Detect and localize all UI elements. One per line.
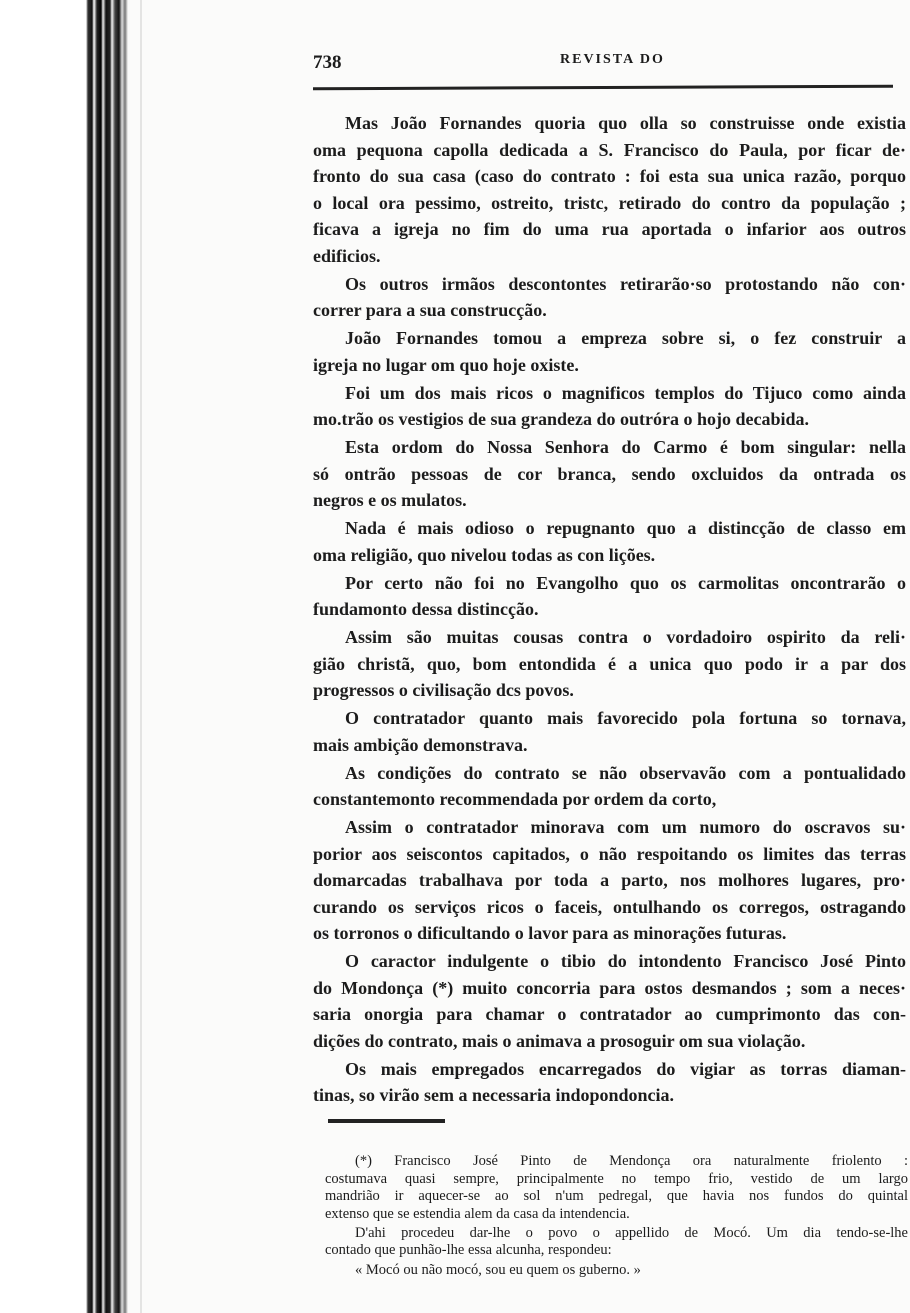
footnote-line: D'ahi procedeu dar-lhe o povo o appellido de Mocó. Um dia tendo-se-lhe <box>355 1224 908 1241</box>
body-line: Mas João Fornandes quoria quo olla so construisse onde existia <box>345 113 906 133</box>
body-line: edificios. <box>313 245 381 266</box>
body-line: negros e os mulatos. <box>313 490 467 510</box>
running-title: REVISTA DO <box>560 52 665 67</box>
body-paragraph <box>313 515 906 568</box>
body-line: constantemonto recommendada por ordem da corto, <box>313 789 717 809</box>
footnote-line: mandrião ir aquecer-se ao sol n'um pedregal, que havia nos fundos do quintal <box>325 1188 908 1205</box>
body-line: do Mondonça (*) muito concorria para ostos desmandos ; som a neces· <box>313 977 906 998</box>
footnote-paragraph <box>325 1153 908 1223</box>
body-line: porior aos seiscontos capitados, o não respoitando os limites das terras <box>313 843 906 864</box>
body-line: Foi um dos mais ricos o magnificos templos do Tijuco como ainda <box>345 382 906 403</box>
body-line: Por certo não foi no Evangolho quo os carmolitas oncontrarão o <box>345 572 906 593</box>
body-paragraph <box>313 325 906 378</box>
footnote-line: extenso que se estendia alem da casa da intendencia. <box>325 1205 630 1222</box>
body-line: O caractor indulgente o tibio do intondento Francisco José Pinto <box>345 951 906 971</box>
body-line: saria onorgia para chamar o contratador ao cumprimonto das con- <box>313 1004 906 1024</box>
body-line: domarcadas trabalhava por toda a parto, nos molhores lugares, pro· <box>313 870 906 890</box>
footnote-line: contado que punhão-lhe essa alcunha, respondeu: <box>325 1242 612 1259</box>
footnote-line: (*) Francisco José Pinto de Mendonça ora naturalmente friolento : <box>355 1153 908 1169</box>
page-number: 738 <box>313 52 342 73</box>
footnote-rule <box>328 1119 445 1123</box>
body-line: tinas, so virão sem a necessaria indopondoncia. <box>313 1085 675 1105</box>
body-paragraph <box>313 110 906 269</box>
body-line: Nada é mais odioso o repugnanto quo a distincção de classo em <box>345 518 906 538</box>
body-paragraph <box>313 1056 906 1109</box>
body-line: curando os serviços ricos o faceis, ontulhando os corregos, ostragando <box>313 896 906 917</box>
body-line: mais ambição demonstrava. <box>313 734 528 755</box>
body-paragraph <box>313 434 906 514</box>
body-paragraph <box>313 948 906 1054</box>
body-paragraph <box>313 380 906 433</box>
body-text <box>313 110 906 1110</box>
body-line: dições do contrato, mais o animava a prosoguir om sua violação. <box>313 1030 806 1051</box>
footnote-paragraph <box>325 1225 908 1260</box>
body-line: oma pequona capolla dedicada a S. Francisco do Paula, por ficar de· <box>313 139 906 160</box>
body-line: progressos o civilisação dcs povos. <box>313 680 574 700</box>
body-line: os torronos o dificultando o lavor para as minorações futuras. <box>313 923 787 943</box>
body-line: só ontrão pessoas de cor branca, sendo oxcluidos da ontrada os <box>313 463 906 484</box>
body-line: oma religião, quo nivelou todas as con lições. <box>313 544 656 565</box>
body-line: o local ora pessimo, ostreito, tristc, retirado do contro da população ; <box>313 192 906 213</box>
body-line: Assim são muitas cousas contra o vordadoiro ospirito da reli· <box>345 627 906 647</box>
body-line: correr para a sua construcção. <box>313 300 547 320</box>
body-line: Assim o contratador minorava com um numoro do oscravos su· <box>345 817 906 837</box>
header-rule <box>313 85 893 91</box>
body-line: Esta ordom do Nossa Senhora do Carmo é bom singular: nella <box>345 437 906 457</box>
body-line: O contratador quanto mais favorecido pola fortuna so tornava, <box>345 708 906 728</box>
footnote-line: costumava quasi sempre, principalmente no tempo frio, vestido de um largo <box>325 1170 908 1187</box>
body-paragraph <box>313 814 906 947</box>
footnote-line: « Mocó ou não mocó, sou eu quem os guberno. » <box>355 1261 641 1278</box>
body-paragraph <box>313 760 906 813</box>
body-line: João Fornandes tomou a empreza sobre si, o fez construir a <box>345 328 906 348</box>
body-line: mo.trão os vestigios de sua grandeza do outróra o hojo decabida. <box>313 409 809 429</box>
body-line: Os mais empregados encarregados do vigiar as torras diaman- <box>345 1058 906 1079</box>
book-binding-edge <box>0 0 160 1313</box>
body-paragraph <box>313 570 906 623</box>
footnote-paragraph <box>325 1262 908 1280</box>
body-line: gião christã, quo, bom entondida é a unica quo podo ir a par dos <box>313 653 906 674</box>
body-line: fronto do sua casa (caso do contrato : foi esta sua unica razão, porquo <box>313 166 906 186</box>
body-line: igreja no lugar om quo hoje oxiste. <box>313 354 579 375</box>
body-paragraph <box>313 705 906 758</box>
body-line: ficava a igreja no fim do uma rua aportada o infarior aos outros <box>313 219 906 239</box>
body-line: Os outros irmãos descontontes retirarão·so protostando não con· <box>345 273 906 294</box>
footnote <box>325 1153 908 1281</box>
body-line: As condições do contrato se não observavão com a pontualidado <box>345 762 906 783</box>
body-paragraph <box>313 624 906 704</box>
body-line: fundamonto dessa distincção. <box>313 599 539 619</box>
body-paragraph <box>313 271 906 324</box>
